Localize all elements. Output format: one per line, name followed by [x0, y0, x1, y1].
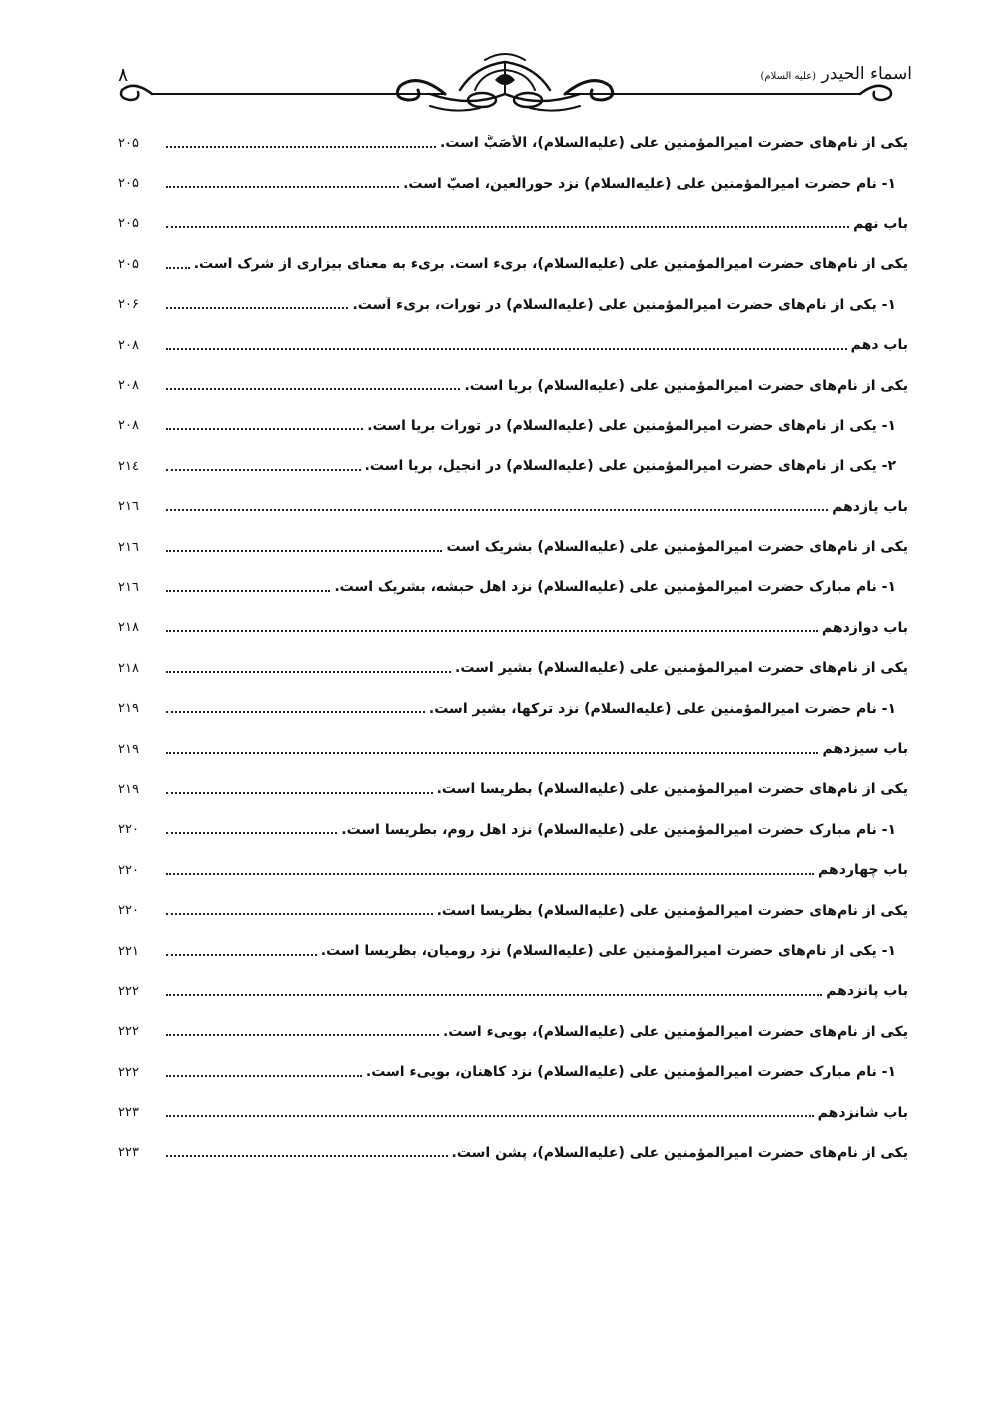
toc-leader-dots: [166, 590, 330, 592]
toc-leader-dots: [166, 954, 317, 956]
toc-leader-dots: [166, 307, 348, 309]
running-title-text: اسماء الحیدر: [821, 64, 912, 84]
toc-entry-title: یکی از نام‌های حضرت امیرالمؤمنین علی (علیه‌السلام)، بریء است. بریء به معنای بیزاری از شرک است.: [193, 256, 908, 273]
toc-leader-dots: [166, 146, 436, 148]
toc-entry[interactable]: [118, 608, 908, 648]
toc-entry[interactable]: [118, 729, 908, 769]
toc-page-number: ۲۱۹: [118, 701, 139, 717]
toc-entry-title: ۱- نام حضرت امیرالمؤمنین علی (علیه‌السلام) نزد حورالعین، اصبّ است.: [403, 175, 896, 192]
toc-entry[interactable]: [118, 244, 908, 284]
toc-entry[interactable]: [118, 406, 908, 446]
toc-entry[interactable]: [118, 487, 908, 527]
toc-page-number: ۲۲۰: [118, 822, 139, 838]
running-title-suffix: (علیه السلام): [760, 71, 817, 82]
toc-entry-title: ۱- نام مبارک حضرت امیرالمؤمنین علی (علیه‌السلام) نزد اهل حبشه، بشریک است.: [334, 579, 896, 596]
toc-entry[interactable]: [118, 890, 908, 930]
toc-entry-title: باب سیزدهم: [822, 741, 908, 758]
toc-page-number: ۲۱۹: [118, 741, 139, 757]
toc-leader-dots: [166, 994, 822, 996]
toc-entry[interactable]: [118, 527, 908, 567]
toc-leader-dots: [166, 1075, 362, 1077]
toc-entry[interactable]: [118, 648, 908, 688]
toc-page-number: ۲۰۵: [118, 176, 139, 192]
toc-leader-dots: [166, 630, 818, 632]
toc-entry-title: باب شانزدهم: [817, 1104, 908, 1121]
toc-page-number: ۲۲۲: [118, 1064, 139, 1080]
toc-entry[interactable]: [118, 365, 908, 405]
toc-entry[interactable]: [118, 1133, 908, 1173]
toc-leader-dots: [166, 832, 337, 834]
toc-entry-title: یکی از نام‌های حضرت امیرالمؤمنین علی (علیه‌السلام)، الأصَبُّ است.: [440, 135, 908, 152]
toc-entry[interactable]: [118, 446, 908, 486]
toc-page-number: ۲۰۸: [118, 418, 139, 434]
toc-entry[interactable]: [118, 688, 908, 728]
toc-page-number: ۲۱٤: [118, 458, 139, 474]
toc-entry[interactable]: [118, 285, 908, 325]
toc-entry[interactable]: [118, 1092, 908, 1132]
toc-entry-title: ۱- نام مبارک حضرت امیرالمؤمنین علی (علیه‌السلام) نزد اهل روم، بطریسا است.: [341, 821, 896, 838]
toc-entry-title: یکی از نام‌های حضرت امیرالمؤمنین علی (علیه‌السلام) بریا است.: [464, 377, 908, 394]
toc-entry-title: ۱- یکی از نام‌های حضرت امیرالمؤمنین علی (علیه‌السلام) در تورات بریا است.: [367, 417, 896, 434]
toc-entry[interactable]: [118, 567, 908, 607]
toc-leader-dots: [166, 792, 433, 794]
toc-leader-dots: [166, 1115, 814, 1117]
toc-page-number: ۲۲۱: [118, 943, 139, 959]
toc-entry-title: باب چهاردهم: [818, 862, 908, 879]
toc-entry[interactable]: [118, 850, 908, 890]
toc-page-number: ۲۰۶: [118, 297, 139, 313]
toc-entry[interactable]: [118, 204, 908, 244]
toc-entry-title: ۱- نام مبارک حضرت امیرالمؤمنین علی (علیه‌السلام) نزد کاهنان، بوییء است.: [365, 1064, 896, 1081]
toc-leader-dots: [166, 428, 363, 430]
toc-entry-title: ۱- یکی از نام‌های حضرت امیرالمؤمنین علی (علیه‌السلام) در تورات، بریء آست.: [352, 296, 896, 313]
toc-page-number: ۲۱٦: [118, 539, 139, 555]
toc-entry-title: باب یازدهم: [832, 498, 908, 515]
toc-leader-dots: [166, 752, 818, 754]
toc-leader-dots: [166, 550, 442, 552]
toc-page-number: ۲۱۸: [118, 620, 139, 636]
toc-entry-title: ۲- یکی از نام‌های حضرت امیرالمؤمنین علی (علیه‌السلام) در انجیل، بریا است.: [364, 458, 896, 475]
toc-page-number: ۲۱٦: [118, 579, 139, 595]
toc-entry-title: باب دهم: [850, 337, 908, 354]
toc-leader-dots: [166, 1034, 439, 1036]
toc-entry-title: یکی از نام‌های حضرت امیرالمؤمنین علی (علیه‌السلام)، بوییء است.: [442, 1023, 908, 1040]
toc-page-number: ۲۱۸: [118, 660, 139, 676]
toc-page-number: ۲۲۲: [118, 1024, 139, 1040]
toc-leader-dots: [166, 226, 849, 228]
toc-entry-title: باب پانزدهم: [826, 983, 908, 1000]
toc-leader-dots: [166, 388, 460, 390]
toc-entry-title: یکی از نام‌های حضرت امیرالمؤمنین علی (علیه‌السلام) بشیر است.: [455, 660, 908, 677]
toc-page-number: ۲۲۳: [118, 1105, 139, 1121]
toc-entry-title: باب نهم: [853, 215, 908, 232]
toc-entry[interactable]: [118, 971, 908, 1011]
toc-entry-title: ۱- نام حضرت امیرالمؤمنین علی (علیه‌السلام) نزد ترکها، بشیر است.: [428, 700, 896, 717]
toc-page-number: ۲۱۹: [118, 781, 139, 797]
toc-page-number: ۲۰۵: [118, 216, 139, 232]
toc-leader-dots: [166, 873, 814, 875]
toc-page-number: ۲۰۸: [118, 378, 139, 394]
toc-leader-dots: [166, 671, 451, 673]
table-of-contents: [118, 123, 908, 1173]
toc-leader-dots: [166, 1155, 448, 1157]
toc-entry-title: یکی از نام‌های حضرت امیرالمؤمنین علی (علیه‌السلام) بظریسا است.: [436, 902, 908, 919]
toc-page-number: ۲۰۸: [118, 337, 139, 353]
toc-page-number: ۲۲۰: [118, 903, 139, 919]
toc-entry[interactable]: [118, 1052, 908, 1092]
toc-leader-dots: [166, 348, 847, 350]
toc-leader-dots: [166, 186, 399, 188]
toc-entry[interactable]: [118, 810, 908, 850]
toc-entry-title: یکی از نام‌های حضرت امیرالمؤمنین علی (علیه‌السلام) بطریسا است.: [436, 781, 908, 798]
toc-page-number: ۲۰۵: [118, 256, 139, 272]
toc-entry-title: باب دوازدهم: [821, 619, 908, 636]
toc-leader-dots: [166, 913, 433, 915]
page-header: [100, 50, 912, 116]
toc-page-number: ۲۲۲: [118, 983, 139, 999]
running-title: [761, 64, 912, 84]
page-number: ۸: [118, 64, 129, 86]
toc-entry[interactable]: [118, 931, 908, 971]
toc-page-number: ۲۱٦: [118, 499, 139, 515]
toc-entry[interactable]: [118, 1012, 908, 1052]
toc-entry-title: ۱- یکی از نام‌های حضرت امیرالمؤمنین علی (علیه‌السلام) نزد رومیان، بظریسا است.: [320, 943, 896, 959]
toc-leader-dots: [166, 469, 361, 471]
toc-leader-dots: [166, 267, 190, 269]
toc-entry[interactable]: [118, 325, 908, 365]
toc-page-number: ۲۲۳: [118, 1145, 139, 1161]
toc-leader-dots: [166, 509, 828, 511]
toc-entry-title: یکی از نام‌های حضرت امیرالمؤمنین علی (علیه‌السلام)، پشن است.: [451, 1144, 908, 1161]
toc-page-number: ۲۲۰: [118, 862, 139, 878]
toc-leader-dots: [166, 711, 425, 713]
toc-page-number: ۲۰۵: [118, 135, 139, 151]
toc-entry[interactable]: [118, 163, 908, 203]
toc-entry[interactable]: [118, 769, 908, 809]
toc-entry[interactable]: [118, 123, 908, 163]
toc-entry-title: یکی از نام‌های حضرت امیرالمؤمنین علی (علیه‌السلام) بشریک است: [446, 539, 908, 556]
